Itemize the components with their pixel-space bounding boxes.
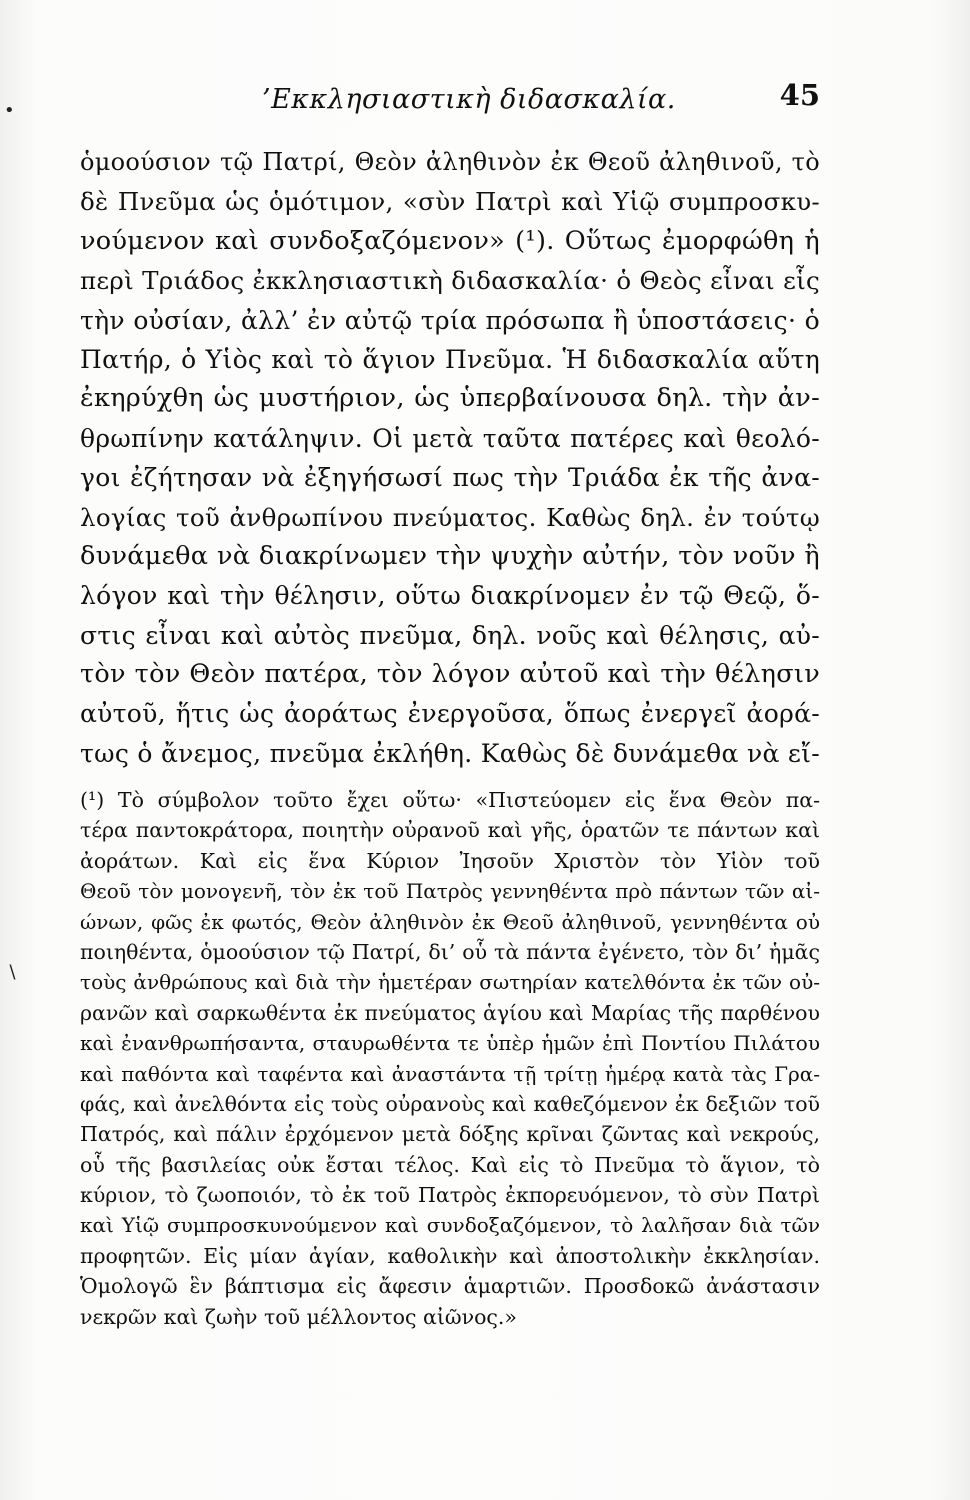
footnote [80, 785, 820, 1332]
footnote-line: καὶ Υἱῷ συμπροσκυνούμενον καὶ συνδοξαζόμενον, τὸ λαλῆσαν διὰ τῶν [80, 1213, 820, 1238]
footnote-line: Θεοῦ τὸν μονογενῆ, τὸν ἐκ τοῦ Πατρὸς γεννηθέντα πρὸ πάντων τῶν αἰ- [80, 879, 820, 904]
text-line: λόγον καὶ τὴν θέλησιν, οὕτω διακρίνομεν ἐν τῷ Θεῷ, ὅ- [80, 581, 820, 611]
margin-mark: • [4, 100, 15, 121]
text-line: ὁμοούσιον τῷ Πατρί, Θεὸν ἀληθινὸν ἐκ Θεοῦ ἀληθινοῦ, τὸ [80, 148, 820, 176]
text-line: τως ὁ ἄνεμος, πνεῦμα ἐκλήθη. Καθὼς δὲ δυνάμεθα νὰ εἴ- [80, 738, 820, 768]
footnote-line: οὗ τῆς βασιλείας οὐκ ἔσται τέλος. Καὶ εἰς τὸ Πνεῦμα τὸ ἅγιον, τὸ [80, 1152, 820, 1177]
text-line: δυνάμεθα νὰ διακρίνωμεν τὴν ψυχὴν αὐτήν, τὸν νοῦν ἢ [80, 540, 820, 571]
margin-mark: ∖ [6, 962, 18, 983]
page-number: 45 [779, 78, 820, 112]
text-line: αὐτοῦ, ἥτις ὡς ἀοράτως ἐνεργοῦσα, ὅπως ἐνεργεῖ ἀορά- [80, 699, 820, 729]
footnote-line: καὶ ἐνανθρωπήσαντα, σταυρωθέντα τε ὑπὲρ ἡμῶν ἐπὶ Ποντίου Πιλάτου [80, 1031, 820, 1056]
text-line: Πατήρ, ὁ Υἱὸς καὶ τὸ ἅγιον Πνεῦμα. Ἡ διδασκαλία αὕτη [80, 344, 820, 374]
footnote-line: τοὺς ἀνθρώπους καὶ διὰ τὴν ἡμετέραν σωτηρίαν κατελθόντα ἐκ τῶν οὐ- [80, 970, 820, 995]
page-header [80, 78, 820, 124]
footnote-line: Ὁμολογῶ ἓν βάπτισμα εἰς ἄφεσιν ἁμαρτιῶν. Προσδοκῶ ἀνάστασιν [80, 1274, 820, 1299]
main-text [80, 143, 820, 773]
footnote-line: καὶ παθόντα καὶ ταφέντα καὶ ἀναστάντα τῇ τρίτῃ ἡμέρᾳ κατὰ τὰς Γρα- [80, 1061, 820, 1086]
text-line: περὶ Τριάδος ἐκκλησιαστικὴ διδασκαλία· ὁ Θεὸς εἶναι εἷς [80, 266, 820, 296]
footnote-line: ρανῶν καὶ σαρκωθέντα ἐκ πνεύματος ἁγίου καὶ Μαρίας τῆς παρθένου [80, 1000, 820, 1025]
footnote-line: προφητῶν. Εἰς μίαν ἁγίαν, καθολικὴν καὶ ἀποστολικὴν ἐκκλησίαν. [80, 1243, 820, 1268]
text-line: στις εἶναι καὶ αὐτὸς πνεῦμα, δηλ. νοῦς καὶ θέλησις, αὐ- [80, 620, 820, 650]
text-line: γοι ἐζήτησαν νὰ ἐξηγήσωσί πως τὴν Τριάδα ἐκ τῆς ἀνα- [80, 463, 820, 493]
text-line: ἐκηρύχθη ὡς μυστήριον, ὡς ὑπερβαίνουσα δηλ. τὴν ἀν- [80, 383, 820, 414]
footnote-line: Πατρός, καὶ πάλιν ἐρχόμενον μετὰ δόξης κρῖναι ζῶντας καὶ νεκρούς, [80, 1122, 820, 1147]
footnote-line: φάς, καὶ ἀνελθόντα εἰς τοὺς οὐρανοὺς καὶ καθεζόμενον ἐκ δεξιῶν τοῦ [80, 1091, 820, 1116]
text-line: τὸν τὸν Θεὸν πατέρα, τὸν λόγον αὐτοῦ καὶ τὴν θέλησιν [80, 659, 820, 690]
text-line: λογίας τοῦ ἀνθρωπίνου πνεύματος. Καθὼς δηλ. ἐν τούτῳ [80, 502, 820, 532]
text-line: τὴν οὐσίαν, ἀλλ’ ἐν αὐτῷ τρία πρόσωπα ἢ ὑποστάσεις· ὁ [80, 305, 820, 335]
text-line: δὲ Πνεῦμα ὡς ὁμότιμον, «σὺν Πατρὶ καὶ Υἱῷ συμπροσκυ- [80, 187, 820, 217]
footnote-line: τέρα παντοκράτορα, ποιητὴν οὐρανοῦ καὶ γῆς, ὁρατῶν τε πάντων καὶ [80, 818, 820, 843]
footnote-line: ἀοράτων. Καὶ εἰς ἕνα Κύριον Ἰησοῦν Χριστὸν τὸν Υἱὸν τοῦ [80, 848, 820, 873]
text-line: θρωπίνην κατάληψιν. Οἱ μετὰ ταῦτα πατέρες καὶ θεολό- [80, 423, 820, 453]
footnote-line: κύριον, τὸ ζωοποιόν, τὸ ἐκ τοῦ Πατρὸς ἐκπορευόμενον, τὸ σὺν Πατρὶ [80, 1183, 820, 1208]
footnote-line: ώνων, φῶς ἐκ φωτός, Θεὸν ἀληθινὸν ἐκ Θεοῦ ἀληθινοῦ, γεννηθέντα οὐ [80, 909, 820, 934]
text-line: νούμενον καὶ συνδοξαζόμενον» (¹). Οὕτως ἐμορφώθη ἡ [80, 225, 820, 256]
footnote-line: (¹) Τὸ σύμβολον τοῦτο ἔχει οὕτω· «Πιστεύομεν εἰς ἕνα Θεὸν πα- [80, 788, 820, 812]
footnote-line: ποιηθέντα, ὁμοούσιον τῷ Πατρί, δι’ οὗ τὰ πάντα ἐγένετο, τὸν δι’ ἡμᾶς [80, 939, 820, 964]
running-title: ’Εκκλησιαστικὴ διδασκαλία. [262, 84, 676, 115]
footnote-line: νεκρῶν καὶ ζωὴν τοῦ μέλλοντος αἰῶνος.» [80, 1304, 517, 1329]
